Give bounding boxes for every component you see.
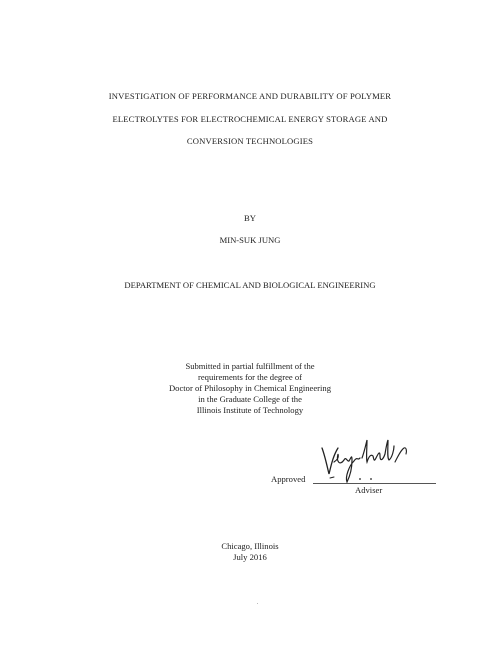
submission-line-1: Submitted in partial fulfillment of the xyxy=(185,361,315,371)
author-name: MIN-SUK JUNG xyxy=(219,235,281,245)
submission-line-5: Illinois Institute of Technology xyxy=(196,405,304,415)
location: Chicago, Illinois xyxy=(221,541,279,551)
submission-line-2: requirements for the degree of xyxy=(197,372,303,382)
submission-statement xyxy=(0,361,500,416)
submission-date: July 2016 xyxy=(233,552,267,562)
adviser-label: Adviser xyxy=(355,485,383,495)
page-mark xyxy=(257,603,258,604)
department-name: DEPARTMENT OF CHEMICAL AND BIOLOGICAL ENGINEERING xyxy=(124,280,376,290)
adviser-signature xyxy=(316,436,436,486)
place-and-date xyxy=(0,541,500,563)
signature-line xyxy=(313,483,436,484)
title-line-1: INVESTIGATION OF PERFORMANCE AND DURABILITY OF POLYMER xyxy=(108,91,392,101)
by-label: BY xyxy=(244,213,256,223)
submission-line-3: Doctor of Philosophy in Chemical Engineering xyxy=(168,383,332,393)
title-line-2: ELECTROLYTES FOR ELECTROCHEMICAL ENERGY STORAGE AND xyxy=(112,114,388,124)
submission-line-4: in the Graduate College of the xyxy=(198,394,302,404)
title-line-3: CONVERSION TECHNOLOGIES xyxy=(186,136,314,146)
approved-label: Approved xyxy=(271,474,306,484)
